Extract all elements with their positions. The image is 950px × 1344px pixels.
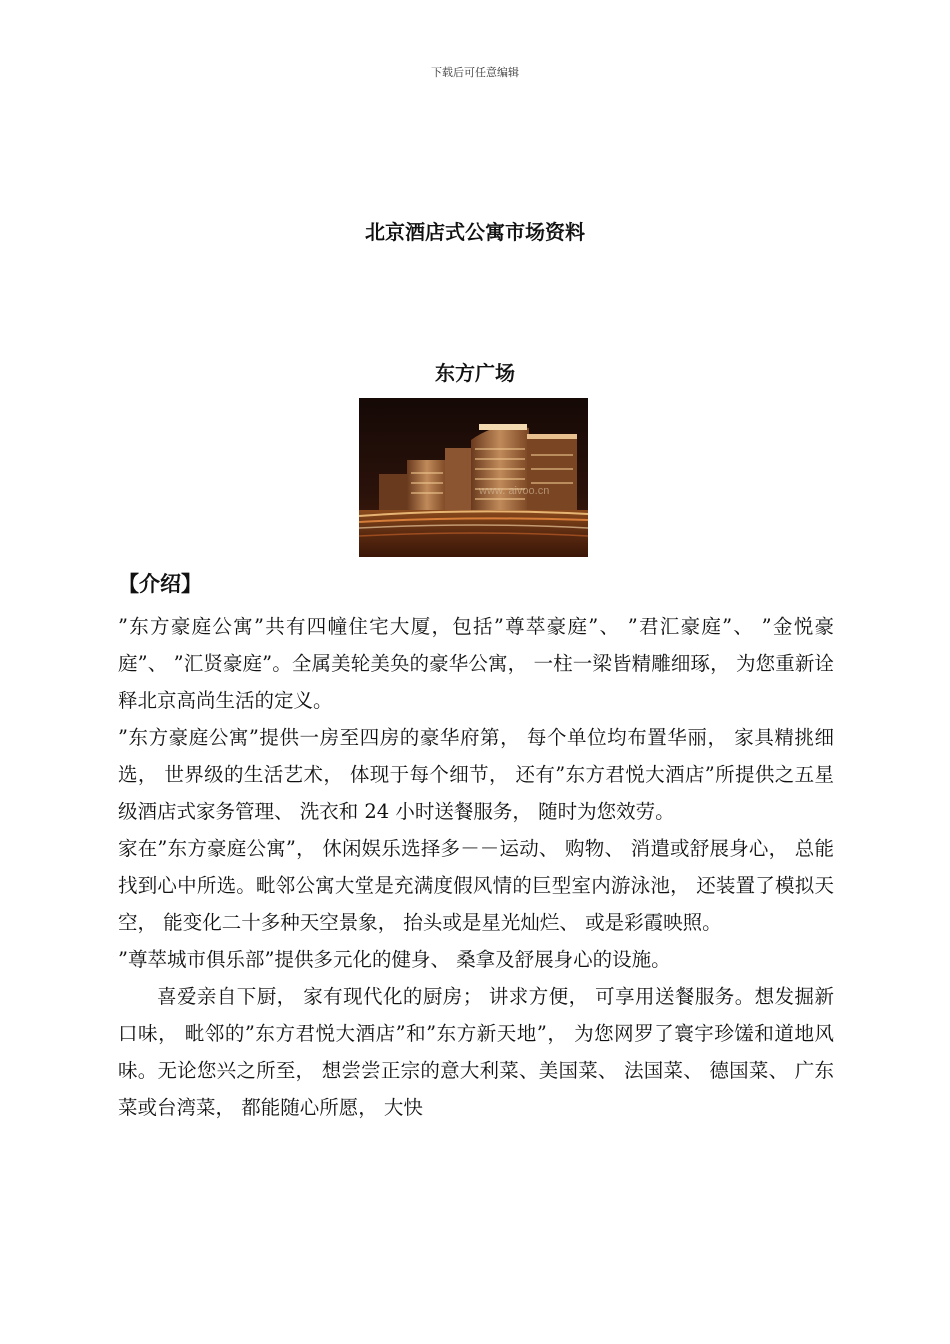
paragraph: ”尊萃城市俱乐部”提供多元化的健身、 桑拿及舒展身心的设施。 [118,948,671,971]
paragraph: 喜爱亲自下厨， 家有现代化的厨房； 讲求方便， 可享用送餐服务。想发掘新口味， 毗邻的”东方君悦大酒店”和”东方新天地”， 为您网罗了寰宇珍馐和道地风味。无论您兴之所至， 想尝尝正宗的意大利菜、美国菜、 法国菜、 德国菜、 广东菜或台湾菜， 都能随心所愿， 大快 [118,985,834,1119]
header-note: 下载后可任意编辑 [431,66,519,79]
body-text [118,608,834,1126]
paragraph: 家在”东方豪庭公寓”， 休闲娱乐选择多－－运动、 购物、 消遣或舒展身心， 总能找到心中所选。毗邻公寓大堂是充满度假风情的巨型室内游泳池， 还装置了模拟天空， 能变化二十多种天空景象， 抬头或是星光灿烂、 或是彩霞映照。 [118,837,834,934]
intro-heading: 【介绍】 [118,571,202,596]
photo-watermark: www. aivoo.cn [479,485,550,497]
building-night-photo [359,398,588,557]
paragraph: ”东方豪庭公寓”共有四幢住宅大厦，包括”尊萃豪庭”、 ”君汇豪庭”、 ”金悦豪庭”、 ”汇贤豪庭”。全属美轮美奂的豪华公寓， 一柱一梁皆精雕细琢， 为您重新诠释北京高尚生活的定义。 [118,615,834,712]
document-title: 北京酒店式公寓市场资料 [365,220,585,244]
paragraph: ”东方豪庭公寓”提供一房至四房的豪华府第， 每个单位均布置华丽， 家具精挑细选， 世界级的生活艺术， 体现于每个细节， 还有”东方君悦大酒店”所提供之五星级酒店式家务管理、 洗衣和 24 小时送餐服务， 随时为您效劳。 [118,726,834,823]
section-title: 东方广场 [435,361,515,385]
